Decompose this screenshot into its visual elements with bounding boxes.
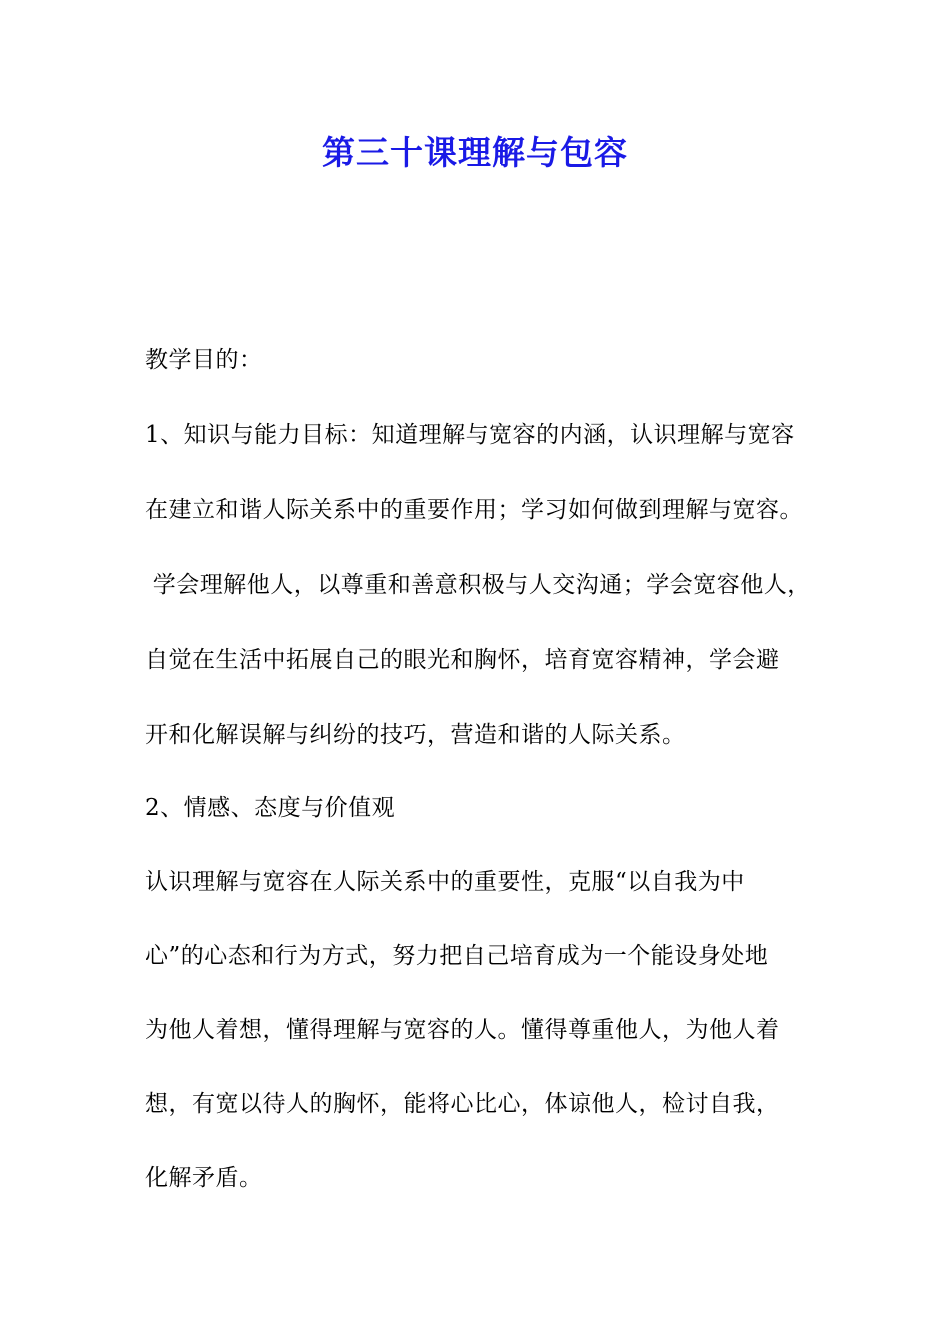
paragraph-line: 认识理解与宽容在人际关系中的重要性，克服“以自我为中: [145, 869, 745, 895]
paragraph-line: 想，有宽以待人的胸怀，能将心比心，体谅他人，检讨自我，: [145, 1091, 780, 1117]
paragraph-line: 心”的心态和行为方式，努力把自己培育成为一个能设身处地: [145, 943, 769, 969]
paragraph-line: 学会理解他人，以尊重和善意积极与人交沟通；学会宽容他人，: [145, 572, 811, 598]
section-heading-objectives: 教学目的：: [145, 347, 263, 373]
paragraph-line: 开和化解误解与纠纷的技巧，营造和谐的人际关系。: [145, 722, 686, 748]
paragraph-line: 自觉在生活中拓展自己的眼光和胸怀，培育宽容精神，学会避: [145, 647, 780, 673]
document-title: 第三十课理解与包容: [322, 133, 628, 172]
paragraph-line: 1、知识与能力目标：知道理解与宽容的内涵，认识理解与宽容: [145, 422, 795, 448]
section-heading-attitude: 2、情感、态度与价值观: [145, 795, 396, 821]
paragraph-line: 化解矛盾。: [145, 1165, 263, 1191]
paragraph-line: 为他人着想，懂得理解与宽容的人。懂得尊重他人，为他人着: [145, 1017, 780, 1043]
paragraph-line: 在建立和谐人际关系中的重要作用；学习如何做到理解与宽容。: [145, 497, 803, 523]
